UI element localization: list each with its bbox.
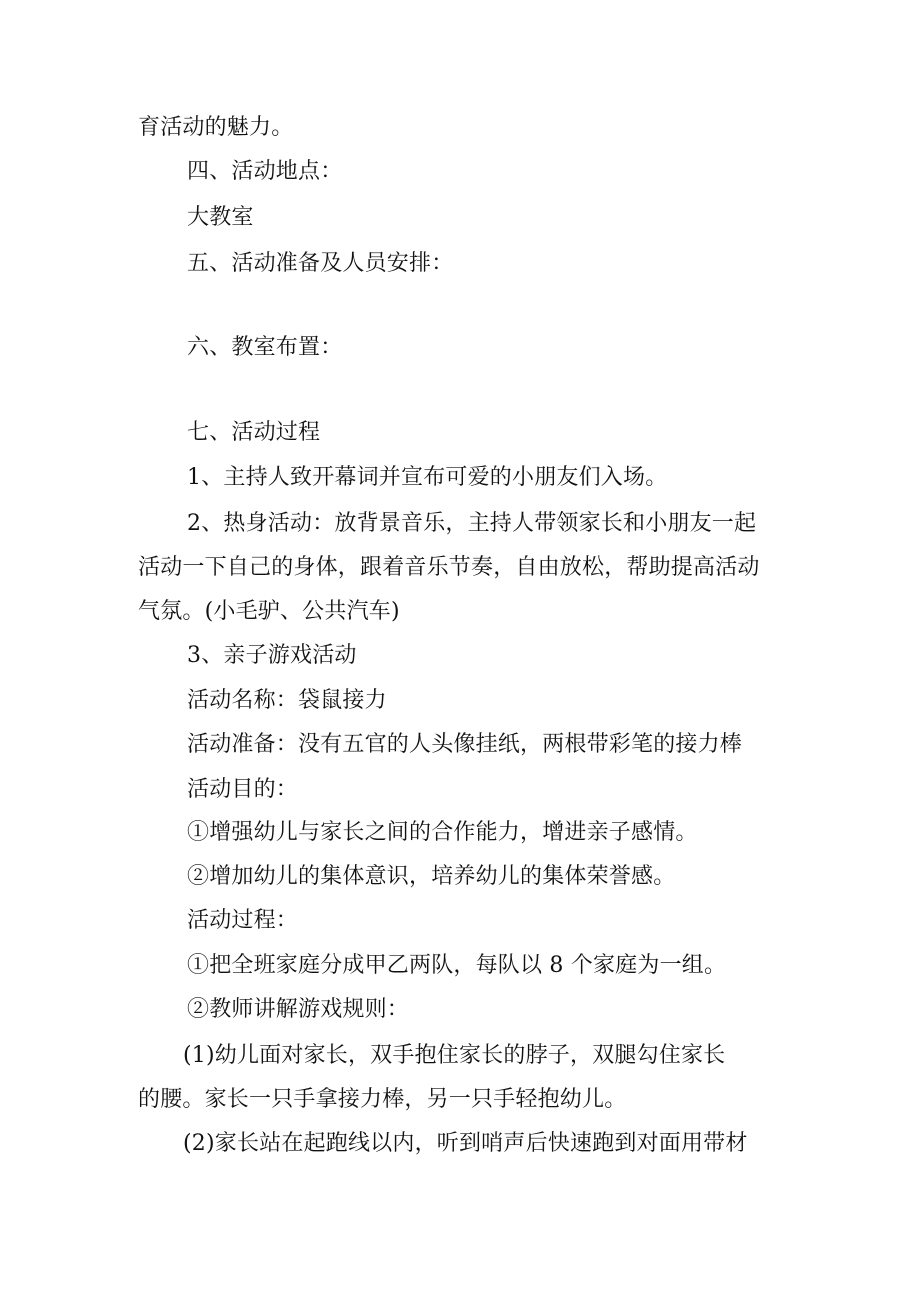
list-item: (1)幼儿面对家长，双手抱住家长的脖子，双腿勾住家长 — [183, 1043, 726, 1068]
paragraph-line: 1、主持人致开幕词并宣布可爱的小朋友们入场。 — [187, 465, 668, 490]
list-item: ①增强幼儿与家长之间的合作能力，增进亲子感情。 — [187, 820, 698, 845]
paragraph-line: 活动准备：没有五官的人头像挂纸，两根带彩笔的接力棒 — [187, 732, 743, 757]
section-heading: 五、活动准备及人员安排： — [187, 251, 454, 276]
list-item: ②教师讲解游戏规则： — [187, 997, 410, 1022]
list-item: ②增加幼儿的集体意识，培养幼儿的集体荣誉感。 — [187, 864, 676, 889]
paragraph-line: 育活动的魅力。 — [138, 115, 294, 140]
section-heading: 七、活动过程 — [187, 420, 321, 445]
list-item: ①把全班家庭分成甲乙两队，每队以 8 个家庭为一组。 — [187, 953, 727, 978]
paragraph-line: 2、热身活动：放背景音乐，主持人带领家长和小朋友一起 — [187, 511, 757, 536]
paragraph-line: 3、亲子游戏活动 — [187, 643, 357, 668]
paragraph-line: 活动目的： — [187, 777, 299, 802]
paragraph-line: 活动过程： — [187, 908, 299, 933]
section-heading: 四、活动地点： — [187, 159, 343, 184]
section-heading: 六、教室布置： — [187, 335, 343, 360]
paragraph-line: 大教室 — [187, 205, 254, 230]
paragraph-line: 活动一下自己的身体，跟着音乐节奏，自由放松，帮助提高活动 — [138, 555, 760, 580]
paragraph-line: 的腰。家长一只手拿接力棒，另一只手轻抱幼儿。 — [138, 1087, 627, 1112]
list-item: (2)家长站在起跑线以内，听到哨声后快速跑到对面用带材 — [183, 1131, 748, 1156]
paragraph-line: 气氛。(小毛驴、公共汽车) — [138, 599, 400, 624]
paragraph-line: 活动名称：袋鼠接力 — [187, 688, 387, 713]
